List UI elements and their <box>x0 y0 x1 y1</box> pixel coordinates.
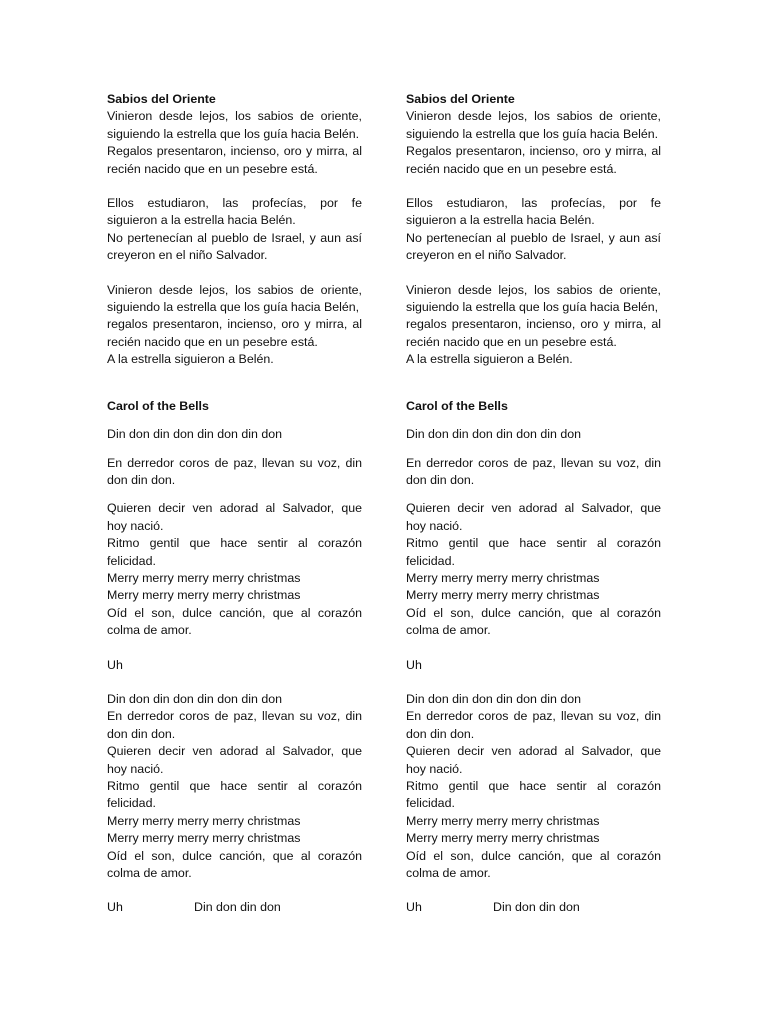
lyric-line: colma de amor. <box>107 623 192 638</box>
lyric-line: siguieron a la estrella hacia Belén. <box>107 213 296 228</box>
lyric-line: En derredor coros de paz, llevan su voz, din <box>107 455 362 470</box>
lyric-line: Ritmo gentil que hace sentir al corazón <box>406 536 661 551</box>
lyric-line: don din don. <box>107 726 176 741</box>
lyric-line: Merry merry merry merry christmas <box>107 813 301 828</box>
lyric-line: hoy nació. <box>107 518 164 533</box>
lyric-line: creyeron en el niño Salvador. <box>406 248 567 263</box>
lyric-line: Regalos presentaron, incienso, oro y mirra, al <box>406 144 661 159</box>
left-column <box>107 91 362 917</box>
lyric-line: En derredor coros de paz, llevan su voz, din <box>406 455 661 470</box>
lyric-line: recién nacido que en un pesebre está. <box>107 161 318 176</box>
lyric-line: colma de amor. <box>406 623 491 638</box>
song-title: Sabios del Oriente <box>406 92 515 106</box>
lyric-line: colma de amor. <box>406 866 491 881</box>
lyric-line: Ellos estudiaron, las profecías, por fe <box>406 196 661 211</box>
lyric-line: siguieron a la estrella hacia Belén. <box>406 213 595 228</box>
lyric-line: En derredor coros de paz, llevan su voz, din <box>107 709 362 724</box>
lyric-line: creyeron en el niño Salvador. <box>107 248 268 263</box>
lyric-line: recién nacido que en un pesebre está. <box>107 334 318 349</box>
lyric-line: No pertenecían al pueblo de Israel, y aun así <box>107 230 362 245</box>
lyric-line: Ritmo gentil que hace sentir al corazón <box>406 779 661 793</box>
lyric-line: Quieren decir ven adorad al Salvador, que <box>107 501 362 516</box>
lyric-line: hoy nació. <box>107 761 164 776</box>
lyric-line: A la estrella siguieron a Belén. <box>406 352 573 367</box>
lyric-line: Uh <box>406 900 422 915</box>
lyric-line: Uh <box>107 657 123 672</box>
lyric-line: Ellos estudiaron, las profecías, por fe <box>107 196 362 211</box>
lyric-line: Din don din don din don din don <box>107 691 282 706</box>
lyric-line: Quieren decir ven adorad al Salvador, que <box>107 744 362 759</box>
lyric-line: Regalos presentaron, incienso, oro y mirra, al <box>107 144 362 159</box>
lyric-line: Ritmo gentil que hace sentir al corazón <box>107 779 362 793</box>
lyric-line: A la estrella siguieron a Belén. <box>107 352 274 367</box>
lyric-line: felicidad. <box>406 553 455 568</box>
lyric-line: Merry merry merry merry christmas <box>406 588 600 603</box>
lyric-line: Vinieron desde lejos, los sabios de oriente, <box>406 282 661 297</box>
lyric-line: No pertenecían al pueblo de Israel, y aun así <box>406 230 661 245</box>
lyric-line: Merry merry merry merry christmas <box>406 813 600 828</box>
lyric-line: Uh <box>107 900 123 915</box>
lyric-line: regalos presentaron, incienso, oro y mirra, al <box>107 317 362 332</box>
lyric-line: siguiendo la estrella que los guía hacia Belén, <box>406 300 659 315</box>
lyric-line: Din don din don din don din don <box>107 427 282 442</box>
lyric-line: felicidad. <box>107 796 156 811</box>
lyric-line: felicidad. <box>107 553 156 568</box>
lyric-line: Oíd el son, dulce canción, que al corazón <box>107 848 362 863</box>
lyric-line: Oíd el son, dulce canción, que al corazón <box>406 848 661 863</box>
lyric-line: Quieren decir ven adorad al Salvador, que <box>406 501 661 516</box>
song-title: Carol of the Bells <box>406 398 508 413</box>
lyric-line: Merry merry merry merry christmas <box>107 588 301 603</box>
lyric-line: don din don. <box>406 726 475 741</box>
lyric-line: Din don din don <box>493 900 580 915</box>
song-title: Carol of the Bells <box>107 398 209 413</box>
right-column <box>406 91 661 917</box>
lyric-line: Din don din don din don din don <box>406 427 581 442</box>
lyric-line: siguiendo la estrella que los guía hacia Belén. <box>406 126 659 141</box>
lyric-line: Merry merry merry merry christmas <box>107 570 301 585</box>
lyric-line: Quieren decir ven adorad al Salvador, que <box>406 744 661 759</box>
lyric-line: Merry merry merry merry christmas <box>406 570 600 585</box>
lyric-line: regalos presentaron, incienso, oro y mirra, al <box>406 317 661 332</box>
lyric-line: don din don. <box>406 472 475 487</box>
lyric-line: colma de amor. <box>107 866 192 881</box>
lyric-line: Din don din don <box>194 900 281 915</box>
lyric-line: Merry merry merry merry christmas <box>107 831 301 846</box>
lyric-line: Vinieron desde lejos, los sabios de oriente, <box>406 109 661 124</box>
lyric-line: recién nacido que en un pesebre está. <box>406 334 617 349</box>
lyric-line: siguiendo la estrella que los guía hacia Belén, <box>107 300 360 315</box>
lyric-line: Oíd el son, dulce canción, que al corazón <box>406 605 661 620</box>
lyric-line: Din don din don din don din don <box>406 691 581 706</box>
lyric-line: Merry merry merry merry christmas <box>406 831 600 846</box>
lyric-line: hoy nació. <box>406 761 463 776</box>
lyric-line: Vinieron desde lejos, los sabios de oriente, <box>107 109 362 124</box>
final-line <box>107 899 362 916</box>
lyric-line: felicidad. <box>406 796 455 811</box>
lyric-line: siguiendo la estrella que los guía hacia Belén. <box>107 126 360 141</box>
lyric-line: hoy nació. <box>406 518 463 533</box>
lyric-line: don din don. <box>107 472 176 487</box>
lyric-line: Uh <box>406 657 422 672</box>
lyric-line: En derredor coros de paz, llevan su voz, din <box>406 709 661 724</box>
lyric-line: Vinieron desde lejos, los sabios de oriente, <box>107 282 362 297</box>
lyric-line: Ritmo gentil que hace sentir al corazón <box>107 536 362 551</box>
lyric-line: Oíd el son, dulce canción, que al corazón <box>107 605 362 620</box>
lyric-line: recién nacido que en un pesebre está. <box>406 161 617 176</box>
song-title: Sabios del Oriente <box>107 92 216 106</box>
final-line <box>406 899 661 916</box>
